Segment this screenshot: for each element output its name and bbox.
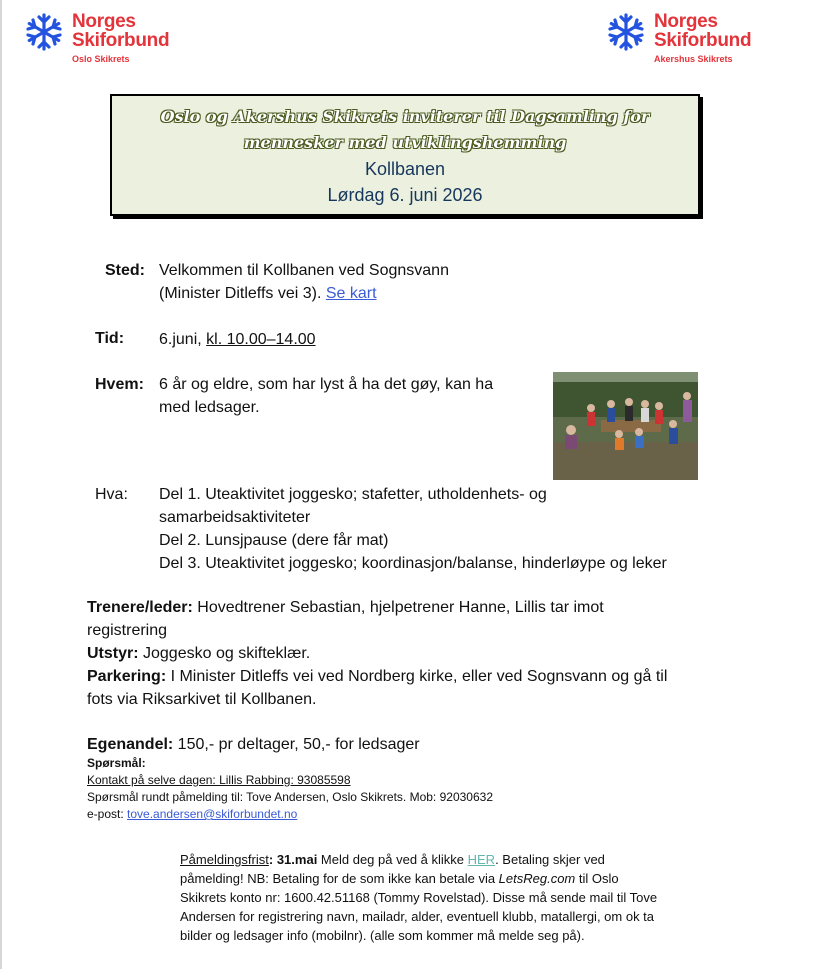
hvem-line-1: 6 år og eldre, som har lyst å ha det gøy, kan ha <box>159 376 494 393</box>
snowflake-icon <box>24 12 64 52</box>
parkering-line-2: fots via Riksarkivet til Kollbanen. <box>87 691 317 708</box>
logo-subtitle: Oslo Skikrets <box>72 54 130 64</box>
frist-line-2-end: til Oslo <box>575 871 619 886</box>
logo-akershus-skikrets <box>606 12 751 64</box>
sted-line-1: Velkommen til Kollbanen ved Sognsvann <box>159 262 449 279</box>
sporsmal-section <box>87 755 687 823</box>
epost-label: e-post: <box>87 807 128 821</box>
tid-time: kl. 10.00–14.00 <box>206 331 316 348</box>
logo-line-2: Skiforbund <box>654 30 752 51</box>
hvem-line-2: med ledsager. <box>159 399 260 416</box>
hva-line-3: Del 2. Lunsjpause (dere får mat) <box>159 532 389 549</box>
kontakt-pamelding: Spørsmål rundt påmelding til: Tove Andersen, Oslo Skikrets. Mob: 92030632 <box>87 790 493 804</box>
sted-address: (Minister Ditleffs vei 3). <box>159 285 326 302</box>
snowflake-icon <box>606 12 646 52</box>
trenere-section <box>87 596 767 711</box>
logo-oslo-skikrets <box>24 12 169 64</box>
register-link[interactable]: HER <box>467 852 496 867</box>
letsreg-text: LetsReg.com <box>498 871 576 886</box>
group-photo <box>553 372 698 480</box>
frist-line-2: påmelding! NB: Betaling for de som ikke kan betale via <box>180 871 499 886</box>
parkering-label: Parkering: <box>87 668 167 685</box>
sted-value <box>159 259 549 305</box>
trenere-line-2: registrering <box>87 622 168 639</box>
tid-value <box>159 328 316 351</box>
banner-title-line-1: Oslo og Akershus Skikrets inviterer til Dagsamling for <box>160 107 650 126</box>
hva-line-4: Del 3. Uteaktivitet joggesko; koordinasjon/balanse, hinderløype og leker <box>159 555 667 572</box>
sporsmal-label: Spørsmål: <box>87 756 146 770</box>
frist-line-4: Andersen for registrering navn, mailadr, alder, eventuell klubb, matallergi, om ok ta <box>180 909 655 924</box>
tid-label: Tid: <box>95 330 125 347</box>
frist-date: 31.mai <box>276 852 318 867</box>
hva-line-2: samarbeidsaktiviteter <box>159 509 311 526</box>
pameldingsfrist-section <box>180 850 740 945</box>
hva-value <box>159 483 719 575</box>
frist-line-3: Skikrets konto nr: 1600.42.51168 (Tommy Rovelstad). Disse må sende mail til Tove <box>180 890 658 905</box>
sted-label: Sted: <box>105 262 145 279</box>
egenandel-label: Egenandel: <box>87 736 174 753</box>
banner-place: Kollbanen <box>364 159 446 179</box>
hva-line-1: Del 1. Uteaktivitet joggesko; stafetter, utholdenhets- og <box>159 486 547 503</box>
page-edge <box>0 0 2 969</box>
egenandel-value: 150,- pr deltager, 50,- for ledsager <box>173 736 420 753</box>
logo-line-1: Norges <box>72 11 136 32</box>
banner-date: Lørdag 6. juni 2026 <box>327 185 483 205</box>
logo-line-2: Skiforbund <box>72 30 170 51</box>
email-link[interactable]: tove.andersen@skiforbundet.no <box>127 807 298 821</box>
frist-label: Påmeldingsfrist <box>180 852 269 867</box>
frist-colon: : <box>268 852 277 867</box>
frist-text-2: . Betaling skjer ved <box>495 852 605 867</box>
logo-subtitle: Akershus Skikrets <box>654 54 733 64</box>
utstyr-value: Joggesko og skifteklær. <box>138 645 311 662</box>
title-banner <box>110 94 700 216</box>
hvem-value <box>159 373 539 419</box>
trenere-line-1: Hovedtrener Sebastian, hjelpetrener Hanne, Lillis tar imot <box>192 599 604 616</box>
logo-line-1: Norges <box>654 11 718 32</box>
trenere-label: Trenere/leder: <box>87 599 193 616</box>
egenandel-section <box>87 733 420 756</box>
kontakt-dagen: Kontakt på selve dagen: Lillis Rabbing: 93085598 <box>87 773 351 787</box>
banner-title-line-2: mennesker med utviklingshemming <box>243 133 567 152</box>
tid-date: 6.juni, <box>159 331 207 348</box>
hva-label: Hva: <box>95 486 128 503</box>
parkering-line-1: I Minister Ditleffs vei ved Nordberg kirke, eller ved Sognsvann og gå til <box>166 668 668 685</box>
frist-line-5: bilder og ledsager info (mobilnr). (alle som kommer må melde seg på). <box>180 928 585 943</box>
sted-line-2 <box>159 282 549 305</box>
frist-text-1: Meld deg på ved å klikke <box>317 852 468 867</box>
utstyr-label: Utstyr: <box>87 645 139 662</box>
map-link[interactable]: Se kart <box>325 285 377 302</box>
hvem-label: Hvem: <box>95 376 144 393</box>
